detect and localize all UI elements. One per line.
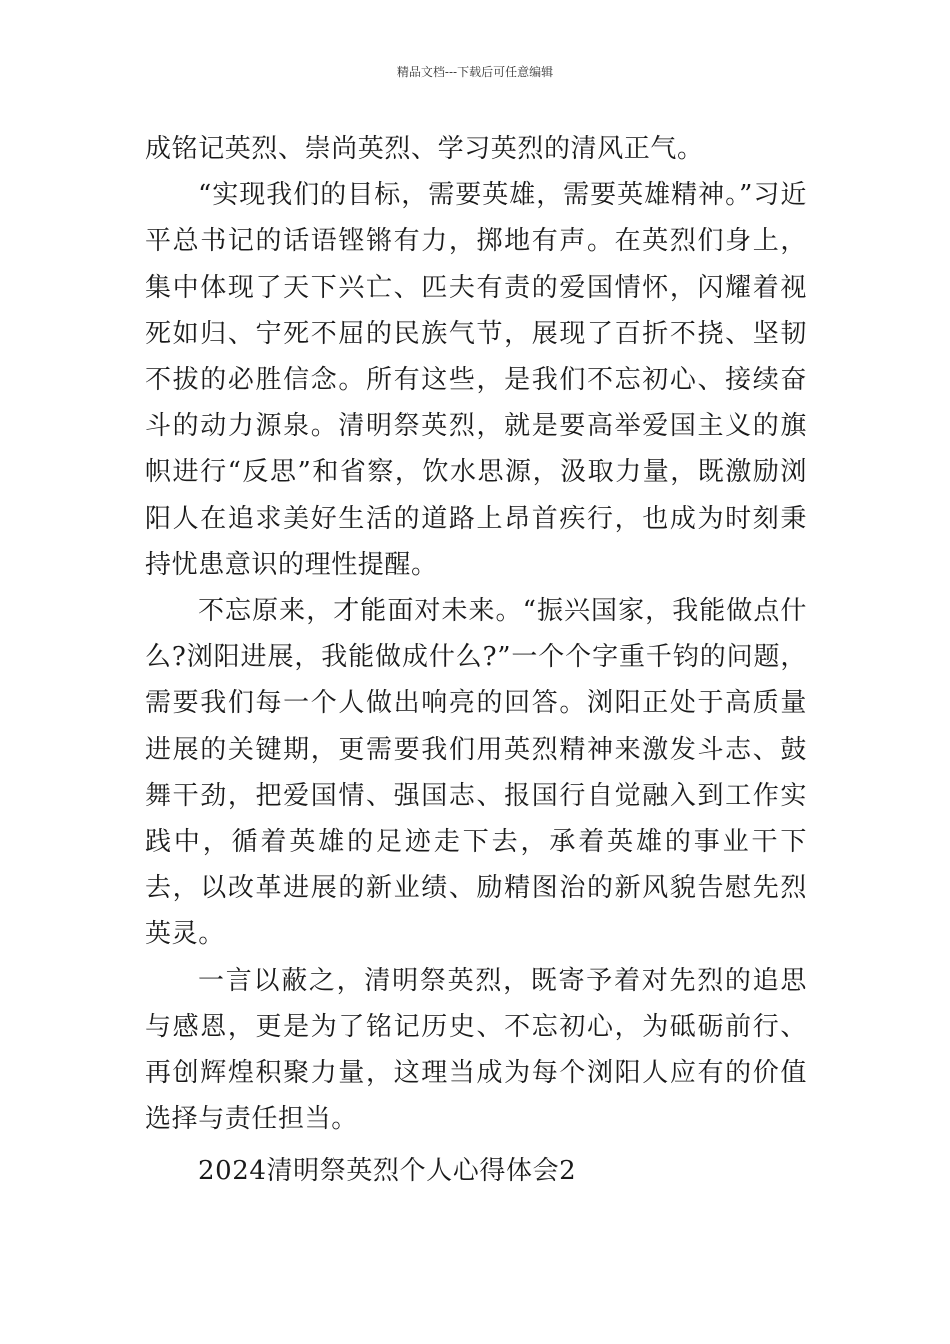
paragraph: 一言以蔽之，清明祭英烈，既寄予着对先烈的追思与感恩，更是为了铭记历史、不忘初心，为砥砺前行、再创辉煌积聚力量，这理当成为每个浏阳人应有的价值选择与责任担当。 — [145, 965, 807, 1135]
paragraph: 不忘原来，才能面对未来。“振兴国家，我能做点什么?浏阳进展，我能做成什么?”一个个字重千钧的问题，需要我们每一个人做出响亮的回答。浏阳正处于高质量进展的关键期，更需要我们用英烈精神来激发斗志、鼓舞干劲，把爱国情、强国志、报国行自觉融入到工作实践中，循着英雄的足迹走下去，承着英雄的事业干下去，以改革进展的新业绩、励精图治的新风貌告慰先烈英灵。 — [145, 596, 807, 950]
section-title: 2024清明祭英烈个人心得体会2 — [198, 1156, 577, 1187]
paragraph-continuation: 成铭记英烈、崇尚英烈、学习英烈的清风正气。 — [145, 134, 704, 164]
document-body — [145, 126, 807, 1195]
paragraph: “实现我们的目标，需要英雄，需要英雄精神。”习近平总书记的话语铿锵有力，掷地有声。在英烈们身上，集中体现了天下兴亡、匹夫有责的爱国情怀，闪耀着视死如归、宁死不屈的民族气节，展现了百折不挠、坚韧不拔的必胜信念。所有这些，是我们不忘初心、接续奋斗的动力源泉。清明祭英烈，就是要高举爱国主义的旗帜进行“反思”和省察，饮水思源，汲取力量，既激励浏阳人在追求美好生活的道路上昂首疾行，也成为时刻秉持忧患意识的理性提醒。 — [145, 180, 807, 580]
page-header: 精品文档---下载后可任意编辑 — [396, 65, 554, 79]
